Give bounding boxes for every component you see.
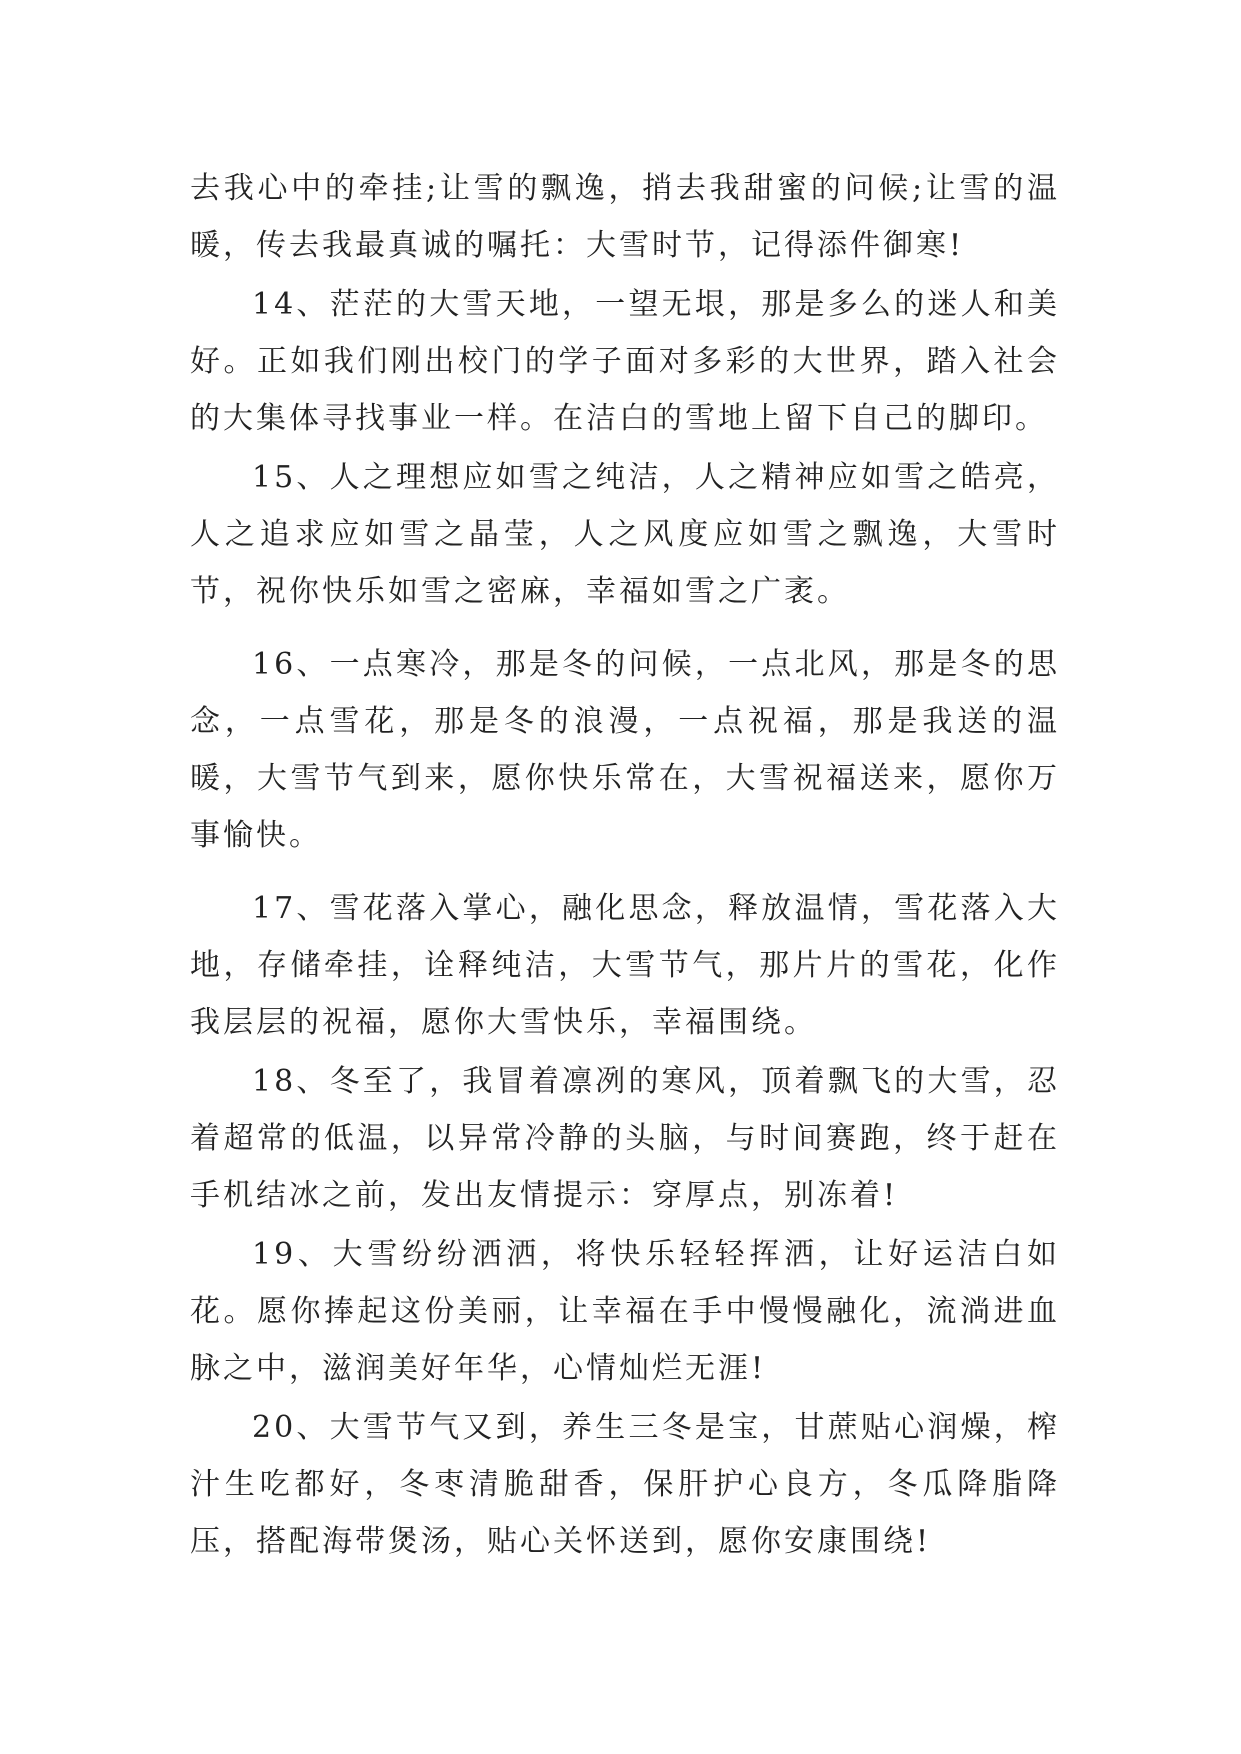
paragraph-19: 19、大雪纷纷洒洒，将快乐轻轻挥洒，让好运洁白如花。愿你捧起这份美丽，让幸福在手中慢慢融化，流淌进血脉之中，滋润美好年华，心情灿烂无涯! <box>190 1237 1060 1386</box>
paragraph-continuation: 去我心中的牵挂;让雪的飘逸，捎去我甜蜜的问候;让雪的温暖，传去我最真诚的嘱托：大雪时节，记得添件御寒! <box>190 171 1060 263</box>
paragraph-14: 14、茫茫的大雪天地，一望无垠，那是多么的迷人和美好。正如我们刚出校门的学子面对多彩的大世界，踏入社会的大集体寻找事业一样。在洁白的雪地上留下自己的脚印。 <box>190 287 1060 436</box>
document-body <box>190 160 1060 1570</box>
paragraph-20: 20、大雪节气又到，养生三冬是宝，甘蔗贴心润燥，榨汁生吃都好，冬枣清脆甜香，保肝护心良方，冬瓜降脂降压，搭配海带煲汤，贴心关怀送到，愿你安康围绕! <box>190 1410 1060 1559</box>
paragraph-18: 18、冬至了，我冒着凛冽的寒风，顶着飘飞的大雪，忍着超常的低温，以异常冷静的头脑，与时间赛跑，终于赶在手机结冰之前，发出友情提示：穿厚点，别冻着! <box>190 1064 1060 1213</box>
paragraph-16: 16、一点寒冷，那是冬的问候，一点北风，那是冬的思念，一点雪花，那是冬的浪漫，一点祝福，那是我送的温暖，大雪节气到来，愿你快乐常在，大雪祝福送来，愿你万事愉快。 <box>190 647 1060 853</box>
paragraph-15: 15、人之理想应如雪之纯洁，人之精神应如雪之皓亮，人之追求应如雪之晶莹，人之风度应如雪之飘逸，大雪时节，祝你快乐如雪之密麻，幸福如雪之广袤。 <box>190 460 1060 609</box>
paragraph-17: 17、雪花落入掌心，融化思念，释放温情，雪花落入大地，存储牵挂，诠释纯洁，大雪节气，那片片的雪花，化作我层层的祝福，愿你大雪快乐，幸福围绕。 <box>190 891 1060 1040</box>
